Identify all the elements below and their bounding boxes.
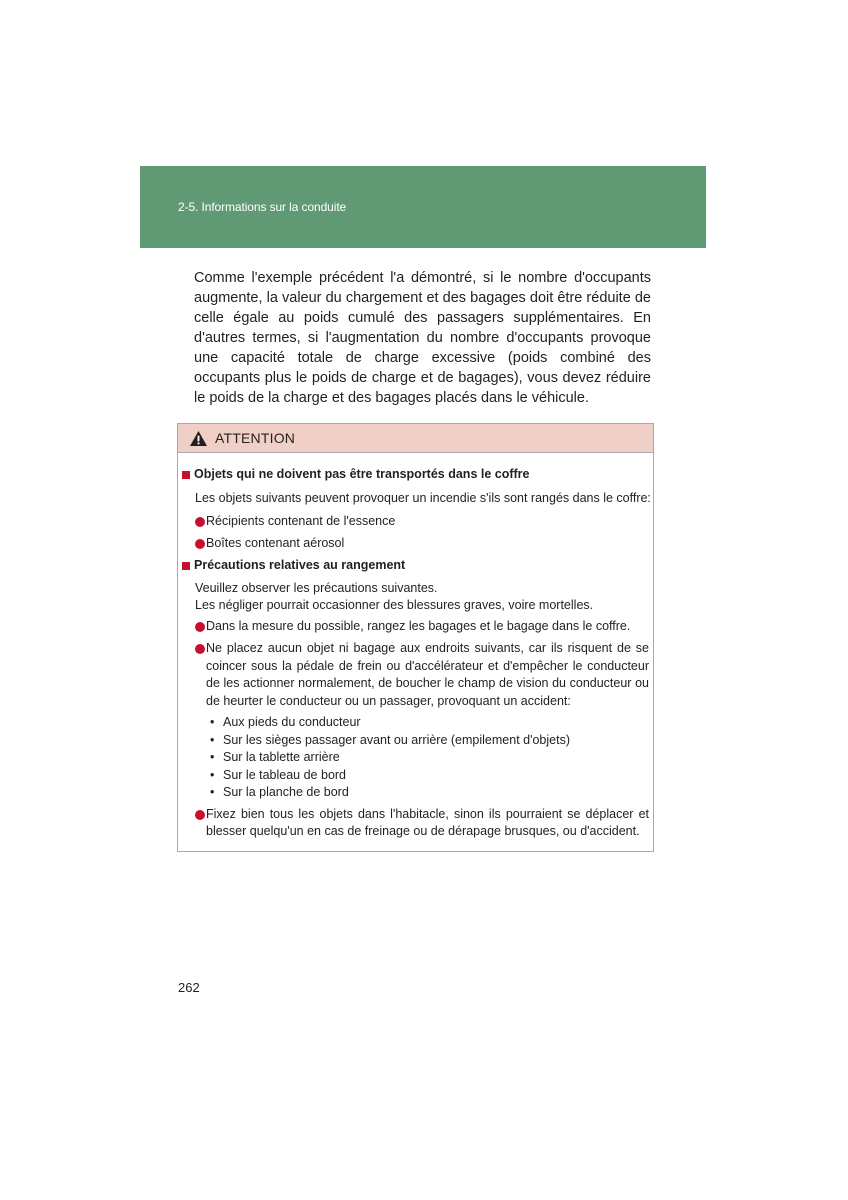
bullet-text: Ne placez aucun objet ni bagage aux endroits suivants, car ils risquent de se coincer sous la pédale de frein ou d'accélérateur et d'empêcher le conducteur de les actionner normalement, de boucher le champ de vision du conducteur ou de heurter le conducteur ou un passager, provoquant un accident: (206, 641, 649, 708)
sub-item-text: Sur la planche de bord (223, 785, 349, 799)
sub-list (210, 714, 653, 802)
red-square-icon (182, 471, 190, 479)
sub-list-item: • Sur les sièges passager avant ou arrière (empilement d'objets) (210, 732, 653, 750)
section-title-1: Objets qui ne doivent pas être transportés dans le coffre (194, 467, 530, 481)
sub-item-text: Sur le tableau de bord (223, 767, 347, 782)
list-item (195, 618, 653, 636)
attention-body (178, 453, 653, 841)
bullet-text: Récipients contenant de l'essence (206, 514, 396, 528)
sub-list-item: • Aux pieds du conducteur (210, 714, 653, 732)
bullet-text: Fixez bien tous les objets dans l'habitacle, sinon ils pourraient se déplacer et blesser quelqu'un en cas de freinage ou de dérapage brusques, ou d'accident. (206, 806, 649, 838)
bullet-text: Boîtes contenant aérosol (206, 535, 345, 550)
section-heading (182, 466, 653, 484)
section-2-text-1: Veuillez observer les précautions suivantes. (195, 580, 438, 595)
section-1-text: Les objets suivants peuvent provoquer un incendie s'ils sont rangés dans le coffre: (195, 490, 651, 505)
attention-title: ATTENTION (215, 430, 296, 446)
attention-box (177, 423, 654, 852)
sub-list-item: • Sur le tableau de bord (210, 767, 653, 785)
bullet-text: Dans la mesure du possible, rangez les bagages et le bagage dans le coffre. (206, 618, 631, 633)
red-bullet-icon (195, 539, 205, 549)
sub-item-text: Sur les sièges passager avant ou arrière (empilement d'objets) (223, 732, 571, 747)
list-item (195, 640, 653, 710)
intro-paragraph: Comme l'exemple précédent l'a démontré, si le nombre d'occupants augmente, la valeur du chargement et des bagages doit être réduite de celle égale au poids cumulé des passagers supplémentaires. En d'autres termes, si l'augmentation du nombre d'occupants provoque une capacité totale de charge excessive (poids combiné des occupants plus le poids de charge et de bagages), vous devez réduire le poids de la charge et des bagages placés dans le véhicule. (194, 270, 651, 406)
chapter-title: 2-5. Informations sur la conduite (178, 200, 347, 214)
page-number: 262 (178, 980, 200, 995)
red-bullet-icon (195, 622, 205, 632)
sub-list-item: • Sur la tablette arrière (210, 749, 653, 767)
red-square-icon (182, 562, 190, 570)
attention-header (178, 424, 653, 453)
section-title-2: Précautions relatives au rangement (194, 558, 406, 572)
list-item (195, 513, 653, 531)
list-item (195, 535, 653, 553)
red-bullet-icon (195, 517, 205, 527)
warning-triangle-icon (189, 430, 208, 447)
red-bullet-icon (195, 644, 205, 654)
sub-item-text: Aux pieds du conducteur (223, 715, 361, 729)
red-bullet-icon (195, 810, 205, 820)
section-heading (182, 557, 653, 575)
sub-item-text: Sur la tablette arrière (223, 750, 340, 764)
chapter-header (140, 166, 706, 248)
section-2-text-2: Les négliger pourrait occasionner des blessures graves, voire mortelles. (195, 598, 594, 612)
sub-list-item: • Sur la planche de bord (210, 784, 653, 802)
list-item (195, 806, 653, 841)
